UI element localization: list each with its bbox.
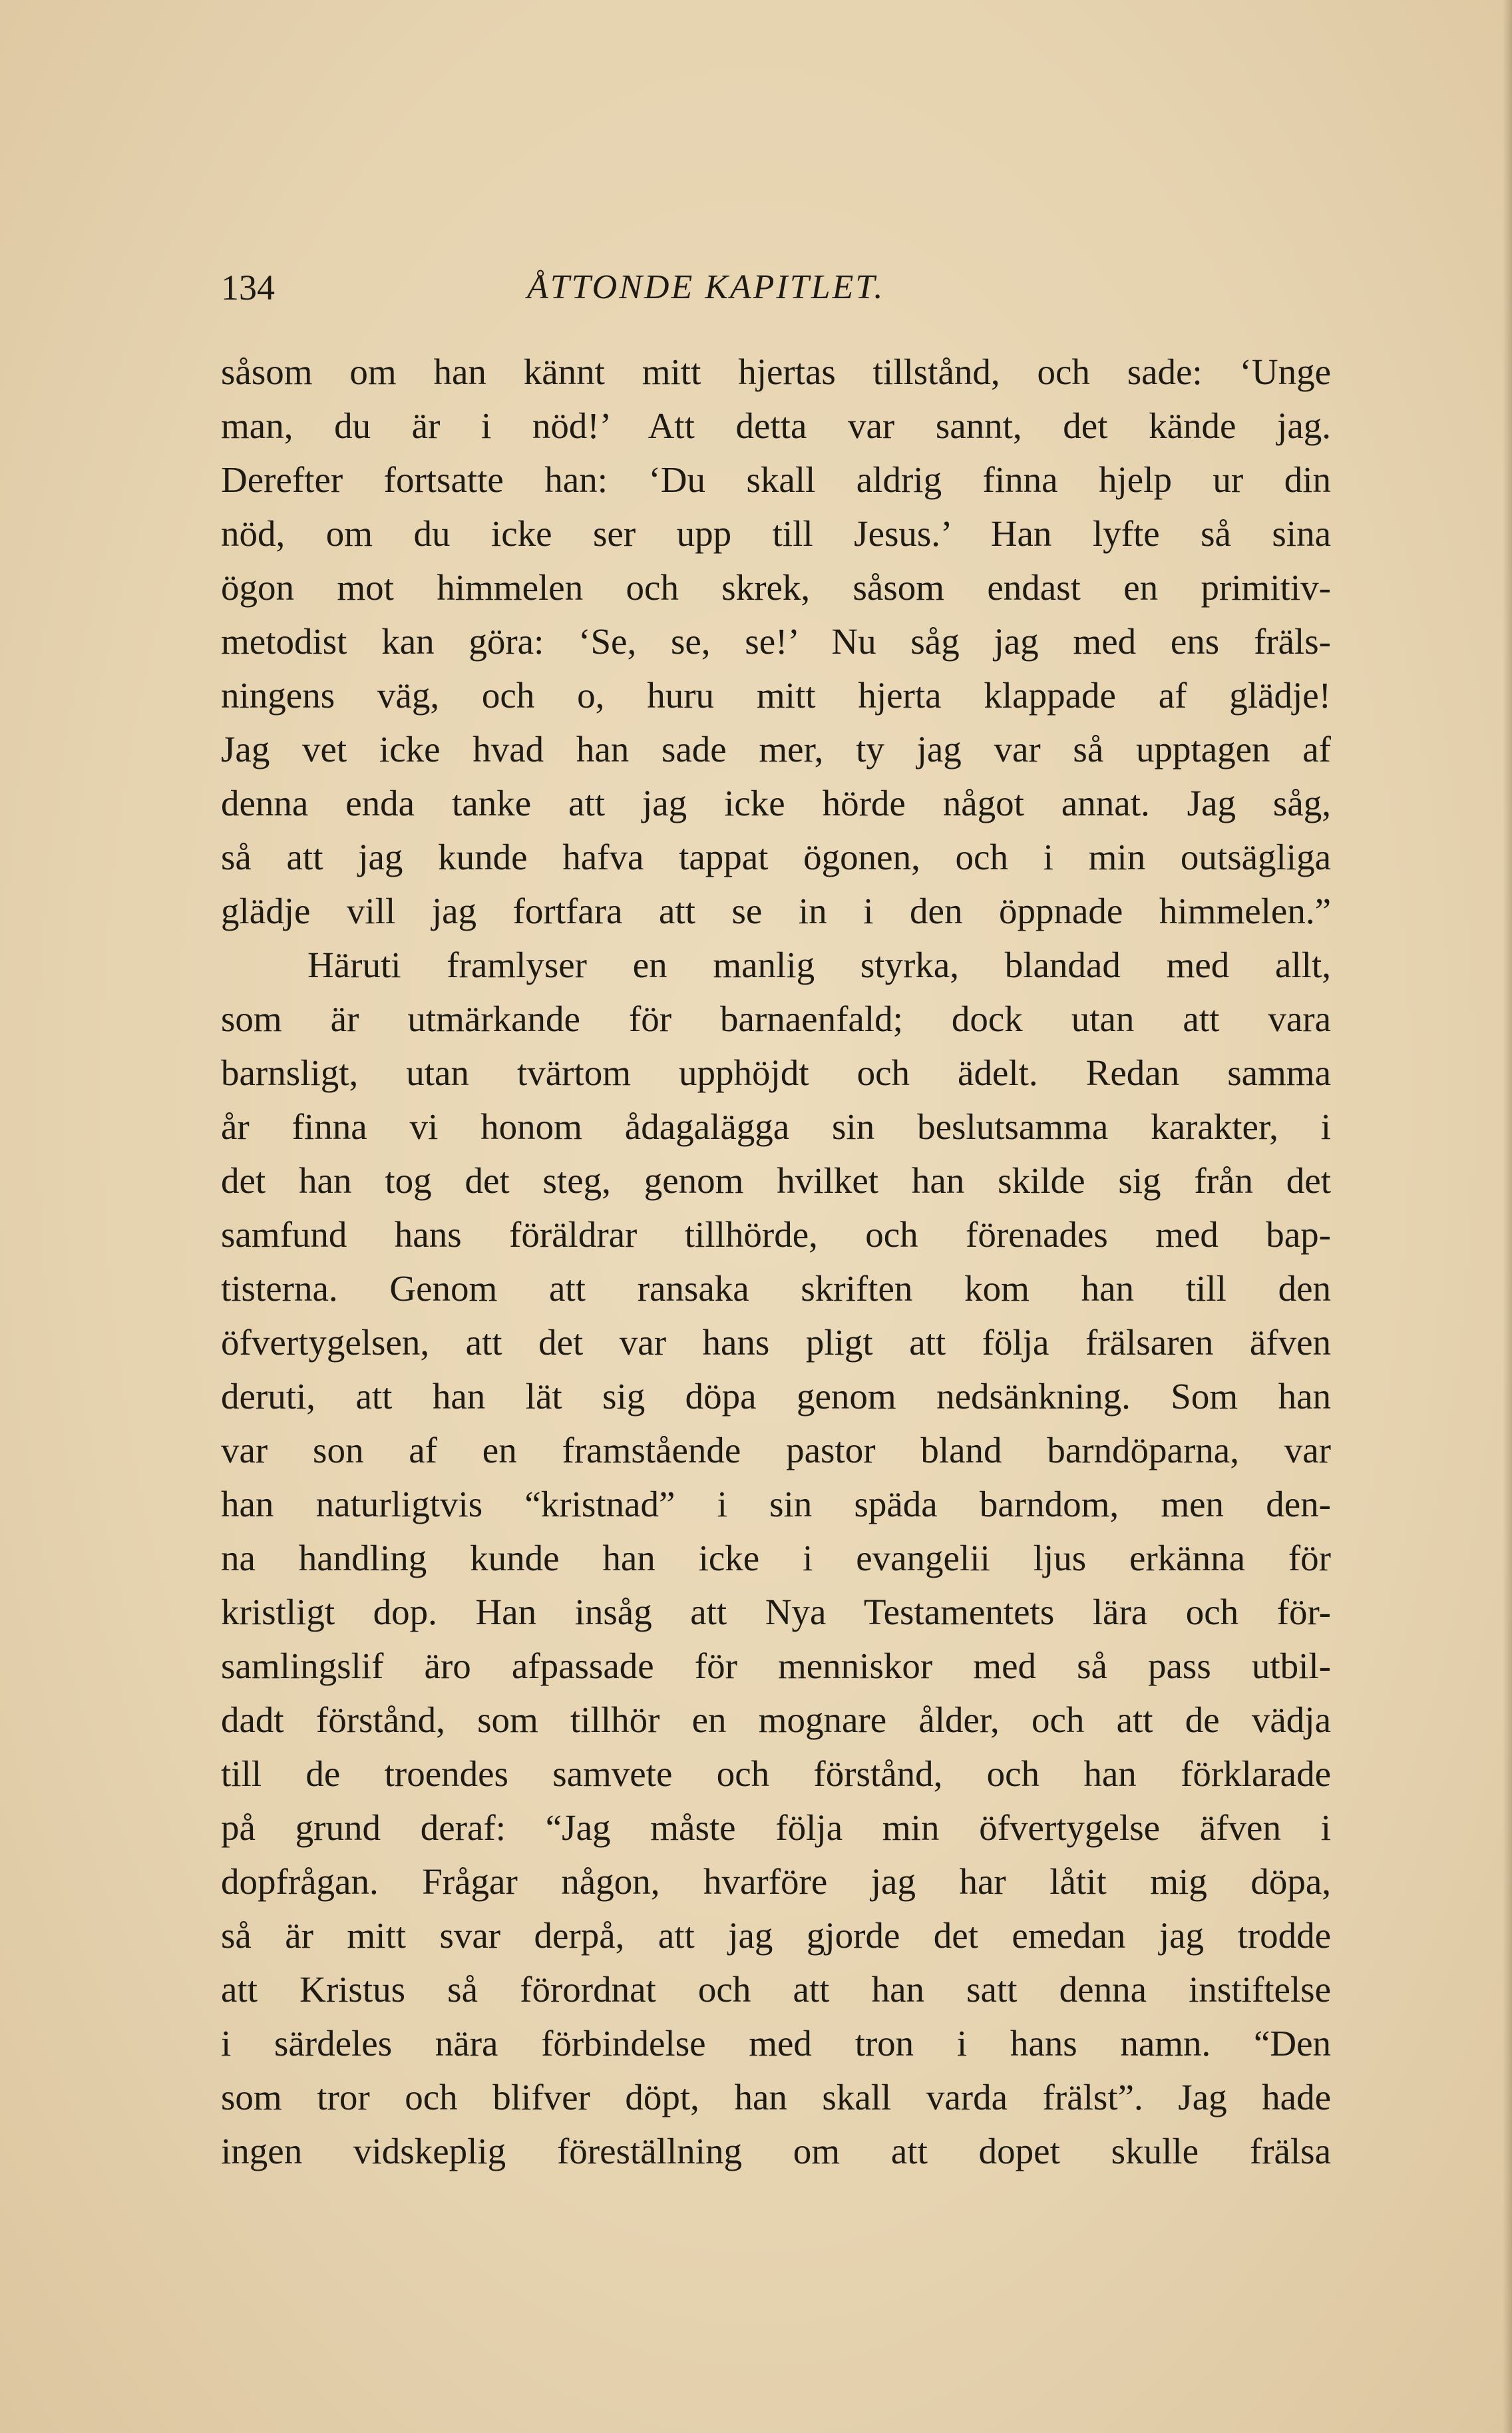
- text-line: deruti, att han lät sig döpa genom nedsänkning. Som han: [221, 1376, 1331, 1417]
- text-line: barnsligt, utan tvärtom upphöjdt och ädelt. Redan samma: [221, 1052, 1331, 1093]
- text-line: samlingslif äro afpassade för menniskor med så pass utbil-: [221, 1646, 1331, 1686]
- text-line: i särdeles nära förbindelse med tron i hans namn. “Den: [221, 2023, 1331, 2064]
- text-line: ningens väg, och o, huru mitt hjerta klappade af glädje!: [221, 675, 1331, 716]
- text-line: såsom om han kännt mitt hjertas tillstånd, och sade: ‘Unge: [221, 351, 1331, 392]
- text-line: på grund deraf: “Jag måste följa min öfvertygelse äfven i: [221, 1807, 1331, 1848]
- text-line: till de troendes samvete och förstånd, och han förklarade: [221, 1753, 1331, 1794]
- text-line: nöd, om du icke ser upp till Jesus.’ Han lyfte så sina: [221, 513, 1331, 554]
- text-line: att Kristus så förordnat och att han satt denna instiftelse: [221, 1969, 1331, 2010]
- text-line: Derefter fortsatte han: ‘Du skall aldrig finna hjelp ur din: [221, 459, 1331, 500]
- text-line: var son af en framstående pastor bland barndöparna, var: [221, 1430, 1331, 1470]
- text-line: ingen vidskeplig föreställning om att dopet skulle frälsa: [221, 2131, 1331, 2171]
- text-line: glädje vill jag fortfara att se in i den öppnade himmelen.”: [221, 891, 1331, 931]
- text-line: så att jag kunde hafva tappat ögonen, och i min outsägliga: [221, 837, 1331, 877]
- text-line: dadt förstånd, som tillhör en mognare ålder, och att de vädja: [221, 1699, 1331, 1740]
- text-line: kristligt dop. Han insåg att Nya Testamentets lära och för-: [221, 1592, 1331, 1632]
- text-line: öfvertygelsen, att det var hans pligt att följa frälsaren äfven: [221, 1322, 1331, 1363]
- body-text: [221, 345, 1331, 2178]
- text-line: år finna vi honom ådagalägga sin beslutsamma karakter, i: [221, 1106, 1331, 1147]
- text-line: som tror och blifver döpt, han skall varda frälst”. Jag hade: [221, 2077, 1331, 2117]
- page-edge: [1503, 0, 1512, 2433]
- text-line: denna enda tanke att jag icke hörde något annat. Jag såg,: [221, 783, 1331, 823]
- running-head: [221, 261, 1331, 314]
- text-line: han naturligtvis “kristnad” i sin späda barndom, men den-: [221, 1484, 1331, 1524]
- chapter-title: ÅTTONDE KAPITLET.: [527, 268, 885, 306]
- text-line: dopfrågan. Frågar någon, hvarföre jag har låtit mig döpa,: [221, 1861, 1331, 1902]
- text-line: så är mitt svar derpå, att jag gjorde det emedan jag trodde: [221, 1915, 1331, 1956]
- text-line: tisterna. Genom att ransaka skriften kom han till den: [221, 1268, 1331, 1309]
- text-line: metodist kan göra: ‘Se, se, se!’ Nu såg jag med ens fräls-: [221, 621, 1331, 662]
- text-line: som är utmärkande för barnaenfald; dock utan att vara: [221, 998, 1331, 1039]
- text-line: Jag vet icke hvad han sade mer, ty jag var så upptagen af: [221, 729, 1331, 770]
- page-number: 134: [221, 268, 275, 308]
- text-line: samfund hans föräldrar tillhörde, och förenades med bap-: [221, 1214, 1331, 1255]
- text-line: Häruti framlyser en manlig styrka, blandad med allt,: [307, 945, 1331, 985]
- text-line: man, du är i nöd!’ Att detta var sannt, det kände jag.: [221, 405, 1331, 446]
- text-line: ögon mot himmelen och skrek, såsom endast en primitiv-: [221, 567, 1331, 608]
- text-line: det han tog det steg, genom hvilket han skilde sig från det: [221, 1160, 1331, 1201]
- text-line: na handling kunde han icke i evangelii ljus erkänna för: [221, 1538, 1331, 1578]
